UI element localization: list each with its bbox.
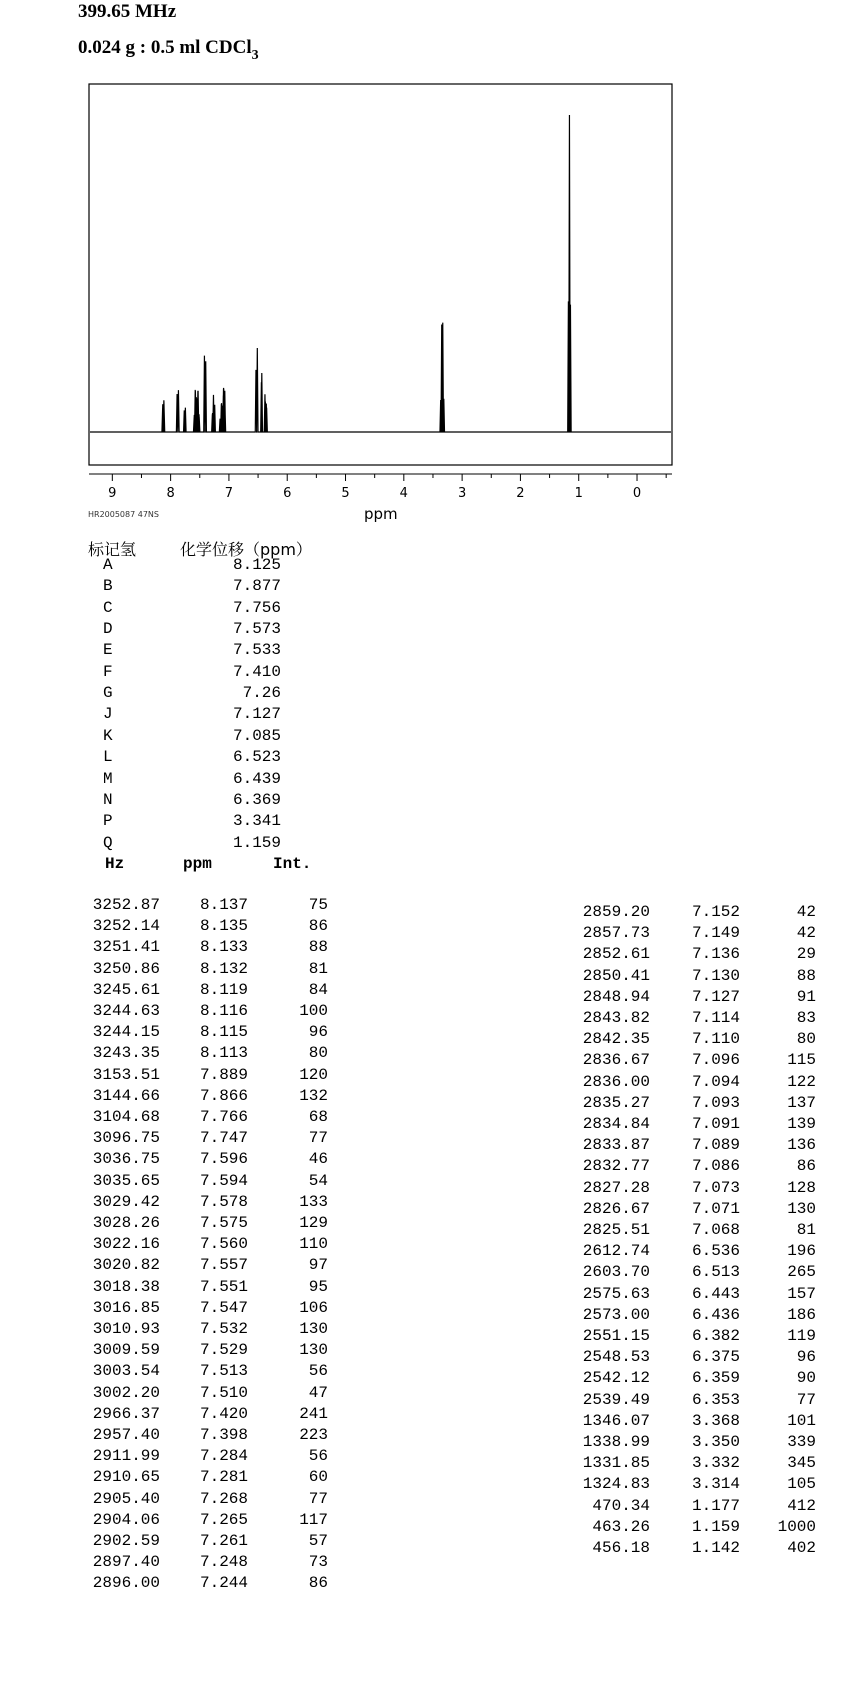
sample-subscript: 3 [251,48,259,63]
peak-hz: 2966.37 [92,1404,160,1423]
x-tick-label: 5 [341,486,350,501]
peak-hz: 2612.74 [582,1242,650,1261]
peak-ppm: 7.073 [691,1178,740,1197]
peak-ppm: 8.132 [199,959,248,978]
peak-ppm: 7.866 [199,1086,248,1105]
chemical-shift: 1.159 [232,833,281,852]
peak-ppm: 7.398 [199,1426,248,1444]
peak-ppm: 1.142 [691,1539,740,1557]
peak-int: 137 [787,1093,816,1112]
peak-hz: 3035.65 [92,1171,160,1190]
peak-ppm: 7.513 [199,1362,248,1381]
peak-ppm: 7.149 [691,924,740,943]
chemical-shift: 7.26 [242,684,281,703]
peak-int: 97 [308,1256,328,1275]
peak-int: 345 [787,1454,816,1473]
peak-ppm: 6.443 [691,1284,740,1303]
label-column-header: 标记氢 [88,540,137,559]
peak-ppm: 8.119 [199,980,248,999]
peak-int: 117 [299,1510,328,1529]
chemical-shift: 3.341 [232,812,281,831]
peak-hz: 470.34 [592,1496,650,1515]
peak-ppm: 7.068 [691,1221,740,1239]
peak-ppm: 7.130 [691,966,740,985]
peak-ppm: 7.575 [199,1214,248,1232]
x-tick-label: 2 [516,486,525,501]
peak-ppm: 6.436 [691,1305,740,1324]
peak-hz: 2852.61 [582,945,650,964]
peak-int: 122 [787,1072,816,1091]
peak-int: 88 [796,966,816,985]
peak-int: 96 [796,1348,816,1367]
peak-int: 241 [299,1404,328,1423]
peak-int: 105 [787,1475,816,1494]
peak-int: 196 [787,1242,816,1261]
peak-hz: 3250.86 [92,959,160,978]
peak-int: 101 [787,1411,816,1430]
peak-hz: 2850.41 [582,966,650,985]
peak-ppm: 7.557 [199,1256,248,1275]
peak-ppm: 7.127 [691,987,740,1006]
peak-hz: 2832.77 [582,1157,650,1176]
peak-int: 100 [299,1002,328,1020]
peak-ppm: 8.137 [199,896,248,914]
peak-hz: 2603.70 [582,1263,650,1282]
peak-ppm: 7.551 [199,1277,248,1296]
peak-ppm: 7.086 [691,1157,740,1176]
peak-hz: 2896.00 [92,1574,160,1593]
proton-label: Q [103,833,113,852]
peak-hz: 3020.82 [92,1256,160,1275]
peak-int: 90 [796,1369,816,1388]
peak-ppm: 8.133 [199,938,248,957]
x-axis-label: ppm [364,505,398,523]
peak-int: 46 [308,1150,328,1169]
peak-hz: 3009.59 [92,1341,160,1360]
peak-int: 60 [308,1468,328,1487]
peak-hz: 2857.73 [582,924,650,943]
chemical-shift: 8.125 [232,556,281,574]
peak-ppm: 3.332 [691,1454,740,1473]
peak-int: 81 [796,1221,816,1239]
peak-hz: 3243.35 [92,1044,160,1063]
peak-ppm: 3.350 [691,1433,740,1451]
peak-int: 83 [796,1009,816,1027]
x-tick-label: 9 [108,486,117,501]
peak-hz: 2542.12 [582,1369,650,1388]
peak-int: 42 [796,903,816,921]
peak-hz: 463.26 [592,1517,650,1536]
peak-int: 80 [796,1030,816,1049]
peak-int: 80 [308,1044,328,1063]
sample-text: 0.024 g : 0.5 ml CDCl [78,37,252,58]
hz-column-header: Hz [105,855,125,873]
peak-ppm: 7.096 [691,1051,740,1070]
peak-hz: 3153.51 [92,1065,160,1084]
peak-int: 54 [308,1171,328,1190]
peak-ppm: 8.115 [199,1023,248,1042]
peak-int: 77 [796,1390,816,1409]
peak-ppm: 6.375 [691,1348,740,1367]
chemical-shift: 7.533 [232,641,281,660]
peak-hz: 2848.94 [582,987,650,1006]
peak-hz: 3096.75 [92,1129,160,1148]
peak-int: 42 [796,924,816,943]
peak-int: 130 [299,1320,328,1338]
peak-hz: 2897.40 [92,1553,160,1572]
chemical-shift: 7.410 [232,662,281,681]
peak-hz: 3244.63 [92,1002,160,1020]
peak-int: 88 [308,938,328,957]
proton-label: J [103,705,113,724]
peak-ppm: 7.110 [691,1030,740,1049]
peak-int: 47 [308,1383,328,1402]
peak-hz: 3010.93 [92,1320,160,1338]
peak-int: 86 [796,1157,816,1176]
peak-int: 96 [308,1023,328,1042]
x-tick-label: 0 [632,486,642,501]
proton-label: P [103,812,113,831]
peak-hz: 3028.26 [92,1214,160,1232]
peak-hz: 2833.87 [582,1136,650,1155]
x-tick-label: 3 [457,486,467,501]
peak-int: 68 [308,1108,328,1126]
peak-int: 106 [299,1298,328,1317]
peak-hz: 3252.87 [92,896,160,914]
peak-int: 81 [308,959,328,978]
peak-hz: 2905.40 [92,1489,160,1508]
peak-hz: 2902.59 [92,1532,160,1550]
peak-ppm: 7.265 [199,1510,248,1529]
proton-label: A [103,556,113,574]
peak-ppm: 7.152 [691,903,740,921]
chemical-shift: 6.369 [232,790,281,809]
peak-ppm: 7.089 [691,1136,740,1155]
peak-hz: 2539.49 [582,1390,650,1409]
peak-ppm: 6.359 [691,1369,740,1388]
peak-hz: 2910.65 [92,1468,160,1487]
peak-hz: 3252.14 [92,917,160,936]
peak-hz: 3144.66 [92,1086,160,1105]
peak-hz: 2575.63 [582,1284,650,1303]
x-tick-label: 7 [224,486,234,501]
proton-label: G [103,684,113,703]
x-tick-label: 6 [283,486,292,501]
peak-ppm: 6.353 [691,1390,740,1409]
peak-hz: 2836.67 [582,1051,650,1070]
peak-int: 339 [787,1433,816,1451]
peak-hz: 3002.20 [92,1383,160,1402]
peak-int: 57 [308,1532,328,1550]
peak-hz: 3018.38 [92,1277,160,1296]
peak-hz: 2835.27 [582,1093,650,1112]
chemical-shift: 7.877 [232,577,281,596]
peak-hz: 1324.83 [582,1475,650,1494]
peak-ppm: 7.281 [199,1468,248,1487]
peak-hz: 3029.42 [92,1192,160,1211]
peak-int: 115 [787,1051,816,1070]
peak-hz: 2551.15 [582,1327,650,1345]
peak-hz: 2834.84 [582,1115,650,1133]
peak-hz: 2842.35 [582,1030,650,1049]
peak-hz: 1338.99 [582,1433,650,1451]
peak-hz: 3036.75 [92,1150,160,1169]
peak-int: 132 [299,1086,328,1105]
peak-ppm: 7.560 [199,1235,248,1254]
peak-ppm: 7.547 [199,1298,248,1317]
peak-int: 157 [787,1284,816,1303]
peak-ppm: 8.135 [199,917,248,936]
peak-int: 130 [787,1199,816,1218]
chemical-shift: 7.573 [232,620,281,639]
peak-hz: 1331.85 [582,1454,650,1473]
peak-hz: 3244.15 [92,1023,160,1042]
peak-ppm: 7.532 [199,1320,248,1338]
peak-ppm: 7.244 [199,1574,248,1593]
peak-ppm: 6.513 [691,1263,740,1282]
peak-ppm: 7.136 [691,945,740,964]
peak-int: 95 [308,1277,328,1296]
peak-ppm: 1.159 [691,1517,740,1536]
peak-int: 75 [308,896,328,914]
peak-int: 412 [787,1496,816,1515]
shift-column-header: 化学位移（ppm） [180,540,312,559]
peak-hz: 2957.40 [92,1426,160,1444]
proton-label: L [103,748,113,767]
proton-label: N [103,790,113,809]
peak-int: 56 [308,1362,328,1381]
spectrometer-frequency: 399.65 MHz [78,1,177,22]
peak-hz: 2843.82 [582,1009,650,1027]
peak-int: 110 [299,1235,328,1254]
peak-ppm: 7.594 [199,1171,248,1190]
peak-hz: 3022.16 [92,1235,160,1254]
proton-label: B [103,577,113,596]
peak-ppm: 7.766 [199,1108,248,1126]
x-tick-label: 4 [399,486,408,501]
peak-int: 402 [787,1539,816,1557]
peak-hz: 2911.99 [92,1447,160,1466]
peak-hz: 456.18 [592,1539,650,1557]
peak-hz: 1346.07 [582,1411,650,1430]
peak-ppm: 7.510 [199,1383,248,1402]
peak-hz: 2836.00 [582,1072,650,1091]
peak-hz: 3245.61 [92,980,160,999]
peak-int: 91 [796,987,816,1006]
peak-int: 223 [299,1426,328,1444]
chemical-shift: 7.127 [232,705,281,724]
peak-hz: 2825.51 [582,1221,650,1239]
peak-int: 139 [787,1115,816,1133]
proton-label: K [103,726,113,745]
peak-hz: 2573.00 [582,1305,650,1324]
peak-ppm: 7.596 [199,1150,248,1169]
proton-label: C [103,598,113,617]
peak-int: 86 [308,917,328,936]
peak-ppm: 7.114 [691,1009,740,1027]
peak-ppm: 7.261 [199,1532,248,1550]
peak-ppm: 7.747 [199,1129,248,1148]
chemical-shift: 6.439 [232,769,281,788]
chemical-shift: 7.756 [232,598,281,617]
peak-hz: 2548.53 [582,1348,650,1367]
peak-int: 133 [299,1192,328,1211]
peak-ppm: 7.091 [691,1115,740,1133]
peak-hz: 2859.20 [582,903,650,921]
peak-hz: 2826.67 [582,1199,650,1218]
peak-ppm: 1.177 [691,1496,740,1515]
peak-int: 77 [308,1129,328,1148]
peak-int: 128 [787,1178,816,1197]
proton-label: F [103,662,113,681]
peak-ppm: 7.094 [691,1072,740,1091]
peak-ppm: 3.314 [691,1475,740,1494]
peak-int: 136 [787,1136,816,1155]
x-tick-label: 1 [574,486,583,501]
proton-label: E [103,641,113,660]
peak-int: 129 [299,1214,328,1232]
peak-int: 119 [787,1327,816,1345]
peak-hz: 3003.54 [92,1362,160,1381]
peak-int: 1000 [777,1517,816,1536]
peak-int: 186 [787,1305,816,1324]
peak-int: 73 [308,1553,328,1572]
peak-int: 84 [308,980,328,999]
peak-ppm: 7.093 [691,1093,740,1112]
peak-ppm: 7.420 [199,1404,248,1423]
peak-ppm: 3.368 [691,1411,740,1430]
peak-ppm: 8.116 [199,1002,248,1020]
proton-label: D [103,620,113,639]
x-tick-label: 8 [166,486,175,501]
spectrum-id: HR2005087 47NS [88,510,159,519]
nmr-spectrum-chart [0,0,850,530]
peak-ppm: 7.529 [199,1341,248,1360]
peak-ppm: 7.248 [199,1553,248,1572]
peak-ppm: 7.889 [199,1065,248,1084]
peak-hz: 3251.41 [92,938,160,957]
peak-ppm: 6.382 [691,1327,740,1345]
peak-hz: 2827.28 [582,1178,650,1197]
peak-int: 120 [299,1065,328,1084]
peak-ppm: 8.113 [199,1044,248,1063]
peak-hz: 2904.06 [92,1510,160,1529]
peak-int: 77 [308,1489,328,1508]
peak-int: 86 [308,1574,328,1593]
peak-int: 265 [787,1263,816,1282]
peak-ppm: 7.071 [691,1199,740,1218]
peak-ppm: 7.578 [199,1192,248,1211]
peak-int: 29 [796,945,816,964]
ppm-column-header: ppm [183,855,212,873]
chemical-shift: 7.085 [232,726,281,745]
peak-ppm: 7.284 [199,1447,248,1466]
x-axis-ticks [108,474,666,501]
peak-hz: 3016.85 [92,1298,160,1317]
peak-int: 130 [299,1341,328,1360]
peak-int: 56 [308,1447,328,1466]
chemical-shift: 6.523 [232,748,281,767]
peak-ppm: 6.536 [691,1242,740,1261]
spectrum-trace [90,115,671,432]
peak-ppm: 7.268 [199,1489,248,1508]
peak-hz: 3104.68 [92,1108,160,1126]
int-column-header: Int. [273,855,312,873]
proton-label: M [103,769,113,788]
